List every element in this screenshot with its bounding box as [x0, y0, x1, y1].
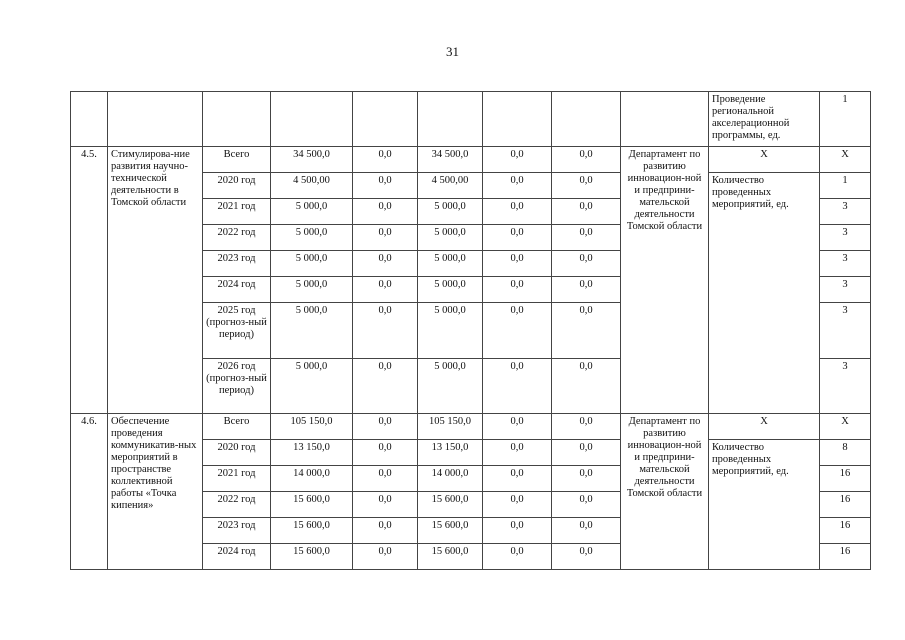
page-number: 31 — [446, 44, 459, 59]
section-number: 4.6. — [71, 414, 108, 570]
indicator-value: 3 — [820, 251, 871, 277]
year-cell: 2023 год — [203, 251, 271, 277]
value-cell: 0,0 — [353, 199, 418, 225]
value-cell: 5 000,0 — [271, 303, 353, 359]
year-cell: 2021 год — [203, 199, 271, 225]
value-cell: 15 600,0 — [271, 544, 353, 570]
value-cell: 0,0 — [552, 414, 621, 440]
indicator-value: 16 — [820, 466, 871, 492]
value-cell: 14 000,0 — [271, 466, 353, 492]
executor-cell: Департамент по развитию инновацион-ной и предприни-мательской деятельности Томской области — [621, 147, 709, 414]
indicator-value: Х — [820, 414, 871, 440]
year-cell: 2021 год — [203, 466, 271, 492]
indicator-value: 1 — [820, 92, 871, 147]
table-cell — [552, 92, 621, 147]
value-cell: 0,0 — [552, 440, 621, 466]
table-row — [71, 414, 871, 440]
indicator-value: 16 — [820, 544, 871, 570]
value-cell: 0,0 — [552, 466, 621, 492]
value-cell: 4 500,00 — [418, 173, 483, 199]
value-cell: 0,0 — [552, 147, 621, 173]
value-cell: 15 600,0 — [418, 544, 483, 570]
indicator-value: 3 — [820, 303, 871, 359]
value-cell: 0,0 — [483, 492, 552, 518]
value-cell: 0,0 — [552, 359, 621, 414]
value-cell: 0,0 — [483, 225, 552, 251]
value-cell: 0,0 — [483, 251, 552, 277]
section-number: 4.5. — [71, 147, 108, 414]
indicator-cell: Х — [709, 414, 820, 440]
value-cell: 5 000,0 — [418, 225, 483, 251]
value-cell: 0,0 — [353, 466, 418, 492]
indicator-value: 8 — [820, 440, 871, 466]
year-cell: 2020 год — [203, 440, 271, 466]
value-cell: 15 600,0 — [271, 492, 353, 518]
year-cell: 2023 год — [203, 518, 271, 544]
value-cell: 0,0 — [483, 466, 552, 492]
value-cell: 5 000,0 — [418, 199, 483, 225]
value-cell: 4 500,00 — [271, 173, 353, 199]
value-cell: 0,0 — [552, 199, 621, 225]
value-cell: 5 000,0 — [271, 225, 353, 251]
value-cell: 0,0 — [483, 277, 552, 303]
indicator-value: 3 — [820, 277, 871, 303]
year-cell: 2022 год — [203, 492, 271, 518]
table-cell — [71, 92, 108, 147]
value-cell: 0,0 — [353, 173, 418, 199]
value-cell: 0,0 — [483, 440, 552, 466]
year-cell: 2025 год (прогноз-ный период) — [203, 303, 271, 359]
value-cell: 0,0 — [552, 251, 621, 277]
value-cell: 0,0 — [353, 251, 418, 277]
indicator-cell: Количество проведенных мероприятий, ед. — [709, 440, 820, 570]
indicator-value: 3 — [820, 225, 871, 251]
value-cell: 5 000,0 — [418, 303, 483, 359]
value-cell: 0,0 — [353, 359, 418, 414]
indicator-value: 1 — [820, 173, 871, 199]
year-cell: Всего — [203, 414, 271, 440]
indicator-value: Х — [820, 147, 871, 173]
year-cell: 2024 год — [203, 277, 271, 303]
value-cell: 0,0 — [483, 518, 552, 544]
value-cell: 0,0 — [353, 544, 418, 570]
value-cell: 5 000,0 — [271, 277, 353, 303]
table-cell — [483, 92, 552, 147]
table-cell — [203, 92, 271, 147]
indicator-value: 3 — [820, 359, 871, 414]
value-cell: 105 150,0 — [418, 414, 483, 440]
table-row — [71, 147, 871, 173]
value-cell: 14 000,0 — [418, 466, 483, 492]
value-cell: 105 150,0 — [271, 414, 353, 440]
value-cell: 0,0 — [483, 199, 552, 225]
value-cell: 0,0 — [552, 518, 621, 544]
value-cell: 0,0 — [353, 303, 418, 359]
year-cell: 2022 год — [203, 225, 271, 251]
value-cell: 0,0 — [552, 173, 621, 199]
value-cell: 0,0 — [483, 303, 552, 359]
year-cell: 2024 год — [203, 544, 271, 570]
value-cell: 5 000,0 — [418, 251, 483, 277]
value-cell: 0,0 — [353, 414, 418, 440]
value-cell: 15 600,0 — [418, 492, 483, 518]
table-cell — [353, 92, 418, 147]
value-cell: 0,0 — [552, 277, 621, 303]
section-name: Стимулирова-ние развития научно-технической деятельности в Томской области — [108, 147, 203, 414]
indicator-value: 3 — [820, 199, 871, 225]
value-cell: 5 000,0 — [418, 359, 483, 414]
value-cell: 0,0 — [552, 544, 621, 570]
value-cell: 0,0 — [353, 225, 418, 251]
value-cell: 5 000,0 — [271, 251, 353, 277]
value-cell: 0,0 — [353, 518, 418, 544]
value-cell: 0,0 — [483, 359, 552, 414]
value-cell: 0,0 — [353, 492, 418, 518]
executor-cell: Департамент по развитию инновацион-ной и предприни-мательской деятельности Томской области — [621, 414, 709, 570]
year-cell: 2026 год (прогноз-ный период) — [203, 359, 271, 414]
value-cell: 34 500,0 — [271, 147, 353, 173]
year-cell: 2020 год — [203, 173, 271, 199]
value-cell: 15 600,0 — [418, 518, 483, 544]
table-row — [71, 92, 871, 147]
indicator-cell: Х — [709, 147, 820, 173]
value-cell: 0,0 — [552, 303, 621, 359]
table-cell — [271, 92, 353, 147]
value-cell: 15 600,0 — [271, 518, 353, 544]
indicator-value: 16 — [820, 492, 871, 518]
value-cell: 34 500,0 — [418, 147, 483, 173]
value-cell: 0,0 — [483, 414, 552, 440]
value-cell: 0,0 — [353, 277, 418, 303]
table-cell — [108, 92, 203, 147]
value-cell: 5 000,0 — [418, 277, 483, 303]
indicator-cell: Количество проведенных мероприятий, ед. — [709, 173, 820, 414]
value-cell: 13 150,0 — [271, 440, 353, 466]
program-table — [70, 91, 871, 570]
value-cell: 0,0 — [483, 147, 552, 173]
value-cell: 5 000,0 — [271, 359, 353, 414]
value-cell: 0,0 — [483, 173, 552, 199]
indicator-value: 16 — [820, 518, 871, 544]
section-name: Обеспечение проведения коммуникатив-ных мероприятий в пространстве коллективной работы «Точка кипения» — [108, 414, 203, 570]
value-cell: 13 150,0 — [418, 440, 483, 466]
value-cell: 0,0 — [353, 147, 418, 173]
value-cell: 0,0 — [552, 225, 621, 251]
value-cell: 0,0 — [353, 440, 418, 466]
value-cell: 5 000,0 — [271, 199, 353, 225]
year-cell: Всего — [203, 147, 271, 173]
indicator-cell: Проведение региональной акселерационной программы, ед. — [709, 92, 820, 147]
table-cell — [418, 92, 483, 147]
value-cell: 0,0 — [483, 544, 552, 570]
table-cell — [621, 92, 709, 147]
value-cell: 0,0 — [552, 492, 621, 518]
